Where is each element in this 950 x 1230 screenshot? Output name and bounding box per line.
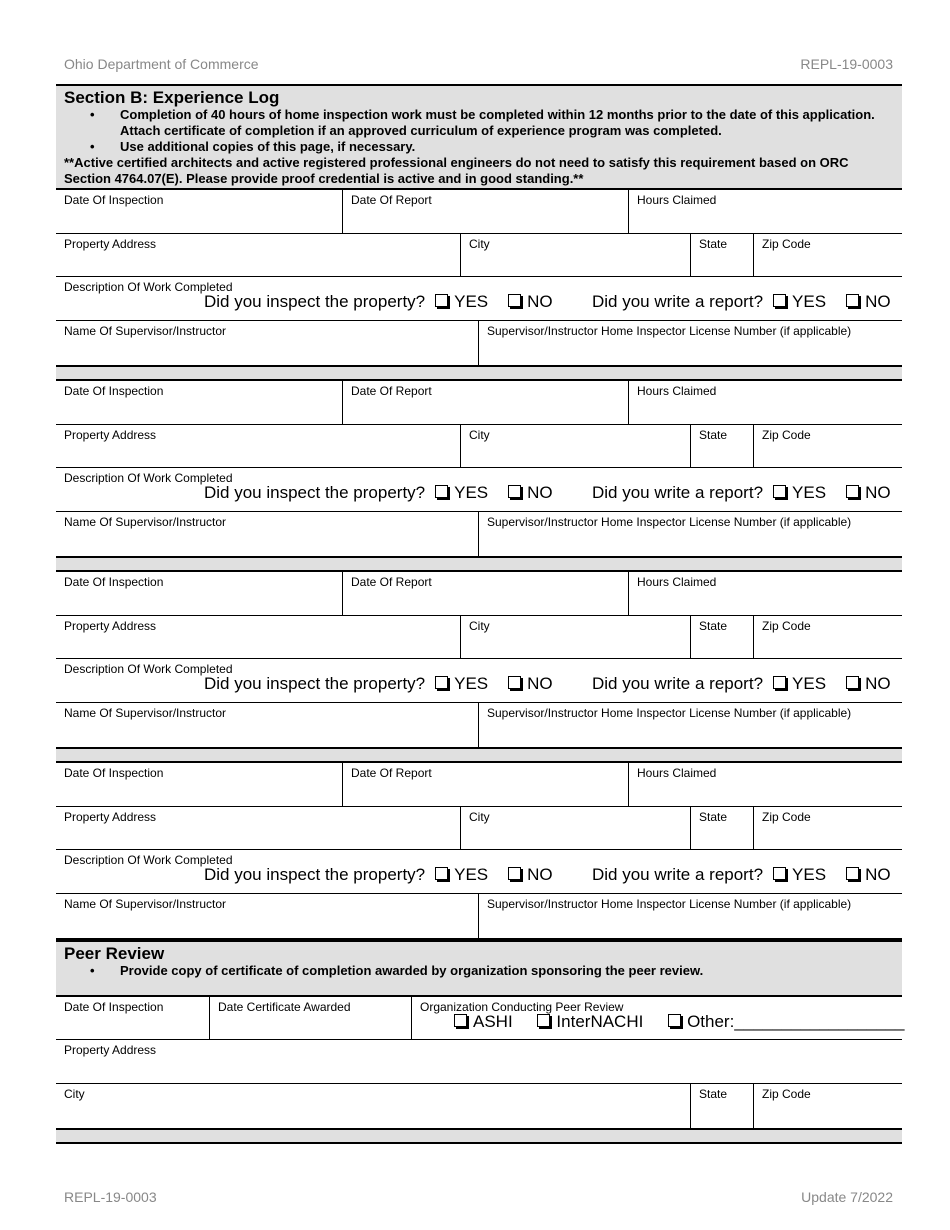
checkbox-icon[interactable] bbox=[773, 485, 786, 498]
field-label: Property Address bbox=[64, 237, 157, 251]
entry-separator bbox=[56, 365, 902, 381]
entry-row-supervisor bbox=[56, 703, 902, 747]
description-label: Description Of Work Completed bbox=[64, 662, 233, 676]
property-address-field[interactable] bbox=[56, 807, 460, 849]
checkbox-icon[interactable] bbox=[773, 294, 786, 307]
no-label: NO bbox=[527, 865, 553, 884]
field-label: Zip Code bbox=[762, 1087, 811, 1101]
report-question bbox=[592, 866, 891, 884]
entry-row-description bbox=[56, 850, 902, 894]
checkbox-icon[interactable] bbox=[773, 867, 786, 880]
report-yes-option[interactable] bbox=[773, 674, 826, 693]
date-of-inspection-field[interactable] bbox=[56, 763, 342, 806]
field-value bbox=[343, 398, 628, 401]
date-of-report-field[interactable] bbox=[342, 190, 628, 233]
state-field[interactable] bbox=[690, 807, 753, 849]
date-of-inspection-field[interactable] bbox=[56, 572, 342, 615]
peer-review-row-location bbox=[56, 1084, 902, 1128]
field-label: Zip Code bbox=[762, 810, 811, 824]
state-field[interactable] bbox=[690, 425, 753, 467]
form-id-header: REPL-19-0003 bbox=[800, 56, 893, 72]
other-label: Other:__________________ bbox=[687, 1012, 905, 1031]
field-value bbox=[629, 589, 902, 592]
field-label: Property Address bbox=[64, 428, 157, 442]
date-of-inspection-field[interactable] bbox=[56, 381, 342, 424]
entry-row-description bbox=[56, 659, 902, 703]
organization-field bbox=[411, 997, 905, 1039]
zip-code-field[interactable] bbox=[753, 425, 902, 467]
inspect-question-text: Did you inspect the property? bbox=[204, 292, 426, 311]
supervisor-license-field[interactable] bbox=[478, 321, 902, 365]
field-value bbox=[754, 824, 902, 827]
field-value bbox=[461, 633, 690, 636]
no-label: NO bbox=[527, 674, 553, 693]
inspect-question-text: Did you inspect the property? bbox=[204, 674, 426, 693]
field-label: Date Of Report bbox=[351, 384, 432, 398]
city-field[interactable] bbox=[460, 616, 690, 658]
peer-review-header bbox=[56, 940, 902, 997]
field-label: Date Of Inspection bbox=[64, 575, 164, 589]
inspect-question bbox=[204, 675, 553, 693]
hours-claimed-field[interactable] bbox=[628, 763, 902, 806]
report-no-option[interactable] bbox=[846, 483, 891, 502]
field-label: Date Of Inspection bbox=[64, 1000, 164, 1014]
checkbox-icon[interactable] bbox=[435, 294, 448, 307]
field-label: Date Of Inspection bbox=[64, 766, 164, 780]
city-field[interactable] bbox=[460, 425, 690, 467]
field-value bbox=[343, 589, 628, 592]
inspect-no-option[interactable] bbox=[508, 674, 553, 693]
entry-separator bbox=[56, 556, 902, 572]
supervisor-name-field[interactable] bbox=[56, 512, 478, 556]
peer-zip-field[interactable] bbox=[753, 1084, 902, 1128]
entry-row-supervisor bbox=[56, 894, 902, 938]
report-no-option[interactable] bbox=[846, 865, 891, 884]
report-yes-option[interactable] bbox=[773, 865, 826, 884]
checkbox-icon[interactable] bbox=[508, 867, 521, 880]
report-question-text: Did you write a report? bbox=[592, 483, 764, 502]
report-no-option[interactable] bbox=[846, 292, 891, 311]
hours-claimed-field[interactable] bbox=[628, 572, 902, 615]
hours-claimed-field[interactable] bbox=[628, 190, 902, 233]
field-label: Name Of Supervisor/Instructor bbox=[64, 515, 227, 529]
entry-row-dates bbox=[56, 190, 902, 234]
inspect-no-option[interactable] bbox=[508, 292, 553, 311]
field-label: Date Of Inspection bbox=[64, 193, 164, 207]
field-label: Property Address bbox=[64, 810, 157, 824]
checkbox-icon[interactable] bbox=[846, 294, 859, 307]
checkbox-icon[interactable] bbox=[435, 676, 448, 689]
peer-review-bullet: • Provide copy of certificate of completion awarded by organization sponsoring the peer review. bbox=[64, 963, 894, 979]
field-value bbox=[479, 720, 902, 723]
entry-row-supervisor bbox=[56, 512, 902, 556]
property-address-field[interactable] bbox=[56, 234, 460, 276]
field-value bbox=[56, 911, 478, 914]
supervisor-name-field[interactable] bbox=[56, 894, 478, 938]
report-question bbox=[592, 675, 891, 693]
field-label: State bbox=[699, 1087, 728, 1101]
report-question bbox=[592, 484, 891, 502]
field-label: Property Address bbox=[64, 1043, 157, 1057]
city-field[interactable] bbox=[460, 807, 690, 849]
peer-review-title: Peer Review bbox=[64, 944, 165, 963]
field-value bbox=[56, 780, 342, 783]
field-label: Date Of Report bbox=[351, 193, 432, 207]
field-value bbox=[691, 824, 753, 827]
inspect-question-text: Did you inspect the property? bbox=[204, 483, 426, 502]
peer-date-of-inspection-field[interactable] bbox=[56, 997, 209, 1039]
checkbox-icon[interactable] bbox=[773, 676, 786, 689]
field-value bbox=[461, 442, 690, 445]
entries-container bbox=[56, 190, 902, 940]
no-label: NO bbox=[865, 483, 891, 502]
inspect-no-option[interactable] bbox=[508, 483, 553, 502]
field-value bbox=[754, 442, 902, 445]
field-value bbox=[629, 780, 902, 783]
field-label: State bbox=[699, 810, 728, 824]
field-label: Supervisor/Instructor Home Inspector License Number (if applicable) bbox=[487, 706, 852, 720]
date-of-report-field[interactable] bbox=[342, 763, 628, 806]
field-value bbox=[629, 207, 902, 210]
field-value bbox=[691, 442, 753, 445]
checkbox-icon[interactable] bbox=[846, 485, 859, 498]
date-of-report-field[interactable] bbox=[342, 381, 628, 424]
inspect-yes-option[interactable] bbox=[435, 483, 488, 502]
field-label: Hours Claimed bbox=[637, 575, 717, 589]
field-value bbox=[56, 824, 460, 827]
inspect-question-text: Did you inspect the property? bbox=[204, 865, 426, 884]
report-question bbox=[592, 293, 891, 311]
supervisor-name-field[interactable] bbox=[56, 321, 478, 365]
no-label: NO bbox=[527, 292, 553, 311]
field-label: Supervisor/Instructor Home Inspector License Number (if applicable) bbox=[487, 515, 852, 529]
yes-label: YES bbox=[792, 483, 827, 502]
entry-row-address bbox=[56, 234, 902, 277]
field-label: Zip Code bbox=[762, 237, 811, 251]
entry-row-dates bbox=[56, 763, 902, 807]
inspect-question bbox=[204, 866, 553, 884]
field-value bbox=[56, 633, 460, 636]
field-value bbox=[56, 720, 478, 723]
supervisor-license-field[interactable] bbox=[478, 512, 902, 556]
field-label: City bbox=[64, 1087, 85, 1101]
field-label: State bbox=[699, 237, 728, 251]
section-b-bullet: • Completion of 40 hours of home inspection work must be completed within 12 months prior to the date of this application. Attach certificate of completion if an approved curriculum of experience program was completed. bbox=[64, 107, 894, 139]
field-value bbox=[461, 251, 690, 254]
checkbox-icon[interactable] bbox=[508, 294, 521, 307]
peer-city-field[interactable] bbox=[56, 1084, 690, 1128]
field-label: City bbox=[469, 237, 490, 251]
field-label: Date Of Report bbox=[351, 575, 432, 589]
zip-code-field[interactable] bbox=[753, 234, 902, 276]
field-value bbox=[754, 633, 902, 636]
checkbox-icon[interactable] bbox=[508, 485, 521, 498]
field-label: Hours Claimed bbox=[637, 384, 717, 398]
no-label: NO bbox=[527, 483, 553, 502]
field-value bbox=[629, 398, 902, 401]
report-question-text: Did you write a report? bbox=[592, 865, 764, 884]
field-label: Supervisor/Instructor Home Inspector License Number (if applicable) bbox=[487, 324, 852, 338]
city-field[interactable] bbox=[460, 234, 690, 276]
field-label: Date Certificate Awarded bbox=[218, 1000, 351, 1014]
entry-row-address bbox=[56, 425, 902, 468]
section-b-header bbox=[56, 84, 902, 190]
field-label: City bbox=[469, 810, 490, 824]
yes-label: YES bbox=[454, 292, 489, 311]
report-question-text: Did you write a report? bbox=[592, 292, 764, 311]
field-value bbox=[343, 780, 628, 783]
field-value bbox=[56, 338, 478, 341]
field-value bbox=[691, 251, 753, 254]
yes-label: YES bbox=[792, 865, 827, 884]
field-value bbox=[56, 529, 478, 532]
internachi-label: InterNACHI bbox=[556, 1012, 644, 1031]
entry-separator bbox=[56, 747, 902, 763]
yes-label: YES bbox=[792, 292, 827, 311]
field-label: Name Of Supervisor/Instructor bbox=[64, 897, 227, 911]
field-label: State bbox=[699, 619, 728, 633]
field-label: State bbox=[699, 428, 728, 442]
supervisor-name-field[interactable] bbox=[56, 703, 478, 747]
entry-row-address bbox=[56, 807, 902, 850]
hours-claimed-field[interactable] bbox=[628, 381, 902, 424]
experience-entry bbox=[56, 381, 902, 572]
field-label: Zip Code bbox=[762, 619, 811, 633]
supervisor-license-field[interactable] bbox=[478, 894, 902, 938]
field-label: City bbox=[469, 428, 490, 442]
report-question-text: Did you write a report? bbox=[592, 674, 764, 693]
checkbox-icon[interactable] bbox=[846, 867, 859, 880]
checkbox-icon[interactable] bbox=[454, 1014, 467, 1027]
property-address-field[interactable] bbox=[56, 616, 460, 658]
peer-review-row-dates bbox=[56, 997, 905, 1040]
field-label: Name Of Supervisor/Instructor bbox=[64, 324, 227, 338]
field-label: Property Address bbox=[64, 619, 157, 633]
internachi-option[interactable] bbox=[537, 1012, 643, 1031]
entry-row-dates bbox=[56, 572, 902, 616]
update-date: Update 7/2022 bbox=[801, 1189, 893, 1205]
inspect-yes-option[interactable] bbox=[435, 865, 488, 884]
field-label: Name Of Supervisor/Instructor bbox=[64, 706, 227, 720]
agency-name: Ohio Department of Commerce bbox=[64, 56, 259, 72]
field-value bbox=[479, 529, 902, 532]
no-label: NO bbox=[865, 292, 891, 311]
field-value bbox=[691, 633, 753, 636]
checkbox-icon[interactable] bbox=[846, 676, 859, 689]
field-value bbox=[479, 338, 902, 341]
field-value bbox=[56, 398, 342, 401]
ashi-label: ASHI bbox=[473, 1012, 513, 1031]
entry-row-address bbox=[56, 616, 902, 659]
field-value bbox=[56, 251, 460, 254]
report-yes-option[interactable] bbox=[773, 483, 826, 502]
field-label: Date Of Report bbox=[351, 766, 432, 780]
entry-row-description bbox=[56, 277, 902, 321]
yes-label: YES bbox=[792, 674, 827, 693]
description-label: Description Of Work Completed bbox=[64, 853, 233, 867]
yes-label: YES bbox=[454, 865, 489, 884]
description-label: Description Of Work Completed bbox=[64, 471, 233, 485]
form-end-bar bbox=[56, 1128, 902, 1144]
experience-entry bbox=[56, 572, 902, 763]
entry-row-supervisor bbox=[56, 321, 902, 365]
section-b-bullet: • Use additional copies of this page, if necessary. bbox=[64, 139, 894, 155]
field-value bbox=[479, 911, 902, 914]
field-label: City bbox=[469, 619, 490, 633]
field-label: Zip Code bbox=[762, 428, 811, 442]
form-id-footer: REPL-19-0003 bbox=[64, 1189, 157, 1205]
inspect-yes-option[interactable] bbox=[435, 292, 488, 311]
field-value bbox=[56, 442, 460, 445]
report-no-option[interactable] bbox=[846, 674, 891, 693]
field-value bbox=[56, 207, 342, 210]
description-label: Description Of Work Completed bbox=[64, 280, 233, 294]
field-value bbox=[754, 251, 902, 254]
field-value bbox=[343, 207, 628, 210]
inspect-question bbox=[204, 484, 553, 502]
yes-label: YES bbox=[454, 483, 489, 502]
checkbox-icon[interactable] bbox=[537, 1014, 550, 1027]
inspect-yes-option[interactable] bbox=[435, 674, 488, 693]
checkbox-icon[interactable] bbox=[668, 1014, 681, 1027]
field-value bbox=[461, 824, 690, 827]
zip-code-field[interactable] bbox=[753, 807, 902, 849]
field-label: Date Of Inspection bbox=[64, 384, 164, 398]
field-label: Hours Claimed bbox=[637, 766, 717, 780]
checkbox-icon[interactable] bbox=[508, 676, 521, 689]
checkbox-icon[interactable] bbox=[435, 485, 448, 498]
ashi-option[interactable] bbox=[454, 1012, 513, 1031]
inspect-no-option[interactable] bbox=[508, 865, 553, 884]
peer-property-address-field[interactable] bbox=[56, 1040, 902, 1084]
date-of-report-field[interactable] bbox=[342, 572, 628, 615]
field-label: Hours Claimed bbox=[637, 193, 717, 207]
property-address-field[interactable] bbox=[56, 425, 460, 467]
supervisor-license-field[interactable] bbox=[478, 703, 902, 747]
state-field[interactable] bbox=[690, 616, 753, 658]
other-option[interactable] bbox=[668, 1012, 904, 1031]
field-label: Organization Conducting Peer Review bbox=[420, 1000, 624, 1014]
field-value bbox=[56, 589, 342, 592]
entry-row-dates bbox=[56, 381, 902, 425]
experience-entry bbox=[56, 190, 902, 381]
section-b-title: Section B: Experience Log bbox=[64, 88, 280, 107]
checkbox-icon[interactable] bbox=[435, 867, 448, 880]
experience-log-form bbox=[56, 84, 905, 1144]
date-of-inspection-field[interactable] bbox=[56, 190, 342, 233]
entry-row-description bbox=[56, 468, 902, 512]
report-yes-option[interactable] bbox=[773, 292, 826, 311]
section-b-note: **Active certified architects and active registered professional engineers do not need to satisfy this requirement based on ORC Section 4764.07(E). Please provide proof credential is active and in good standing.** bbox=[64, 155, 849, 186]
peer-state-field[interactable] bbox=[690, 1084, 753, 1128]
no-label: NO bbox=[865, 674, 891, 693]
field-label: Supervisor/Instructor Home Inspector License Number (if applicable) bbox=[487, 897, 852, 911]
state-field[interactable] bbox=[690, 234, 753, 276]
no-label: NO bbox=[865, 865, 891, 884]
yes-label: YES bbox=[454, 674, 489, 693]
zip-code-field[interactable] bbox=[753, 616, 902, 658]
inspect-question bbox=[204, 293, 553, 311]
date-certificate-awarded-field[interactable] bbox=[209, 997, 411, 1039]
experience-entry bbox=[56, 763, 902, 940]
